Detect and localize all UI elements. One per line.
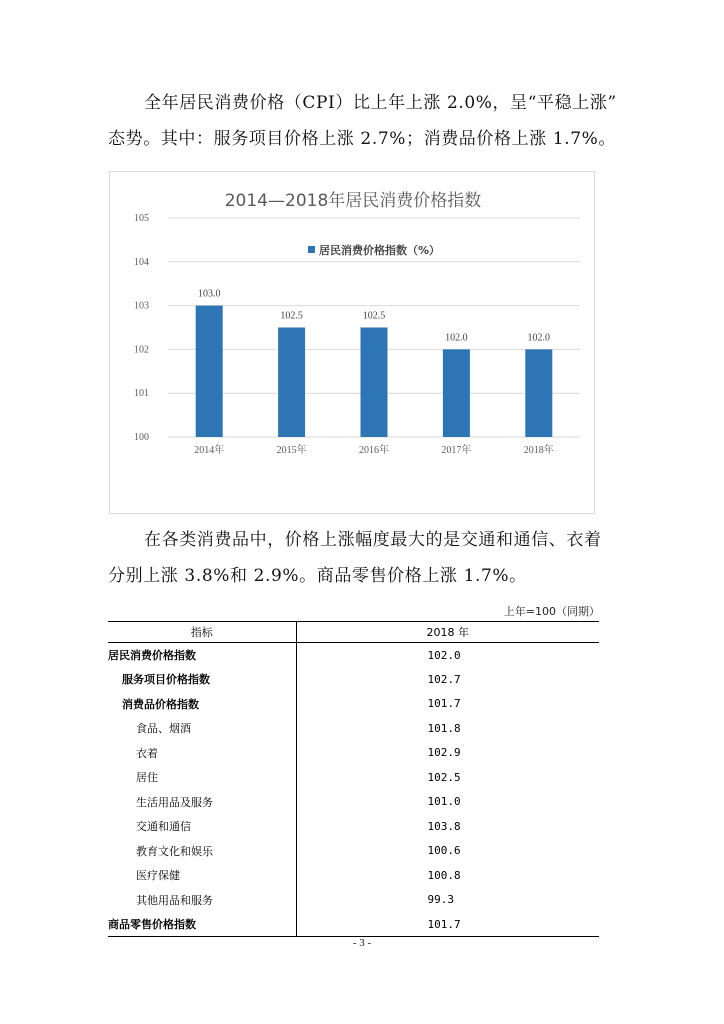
bar — [443, 349, 470, 437]
bar-data-label: 103.0 — [197, 288, 221, 300]
chart-title: 2014—2018年居民消费价格指数 — [224, 191, 482, 211]
table-row — [108, 814, 599, 839]
row-value: 101.0 — [427, 795, 461, 809]
x-tick-label: 2014年 — [194, 445, 225, 456]
row-indicator: 居住 — [108, 765, 296, 790]
bar — [361, 328, 388, 438]
y-tick-label: 101 — [134, 388, 149, 400]
y-tick-label: 102 — [134, 344, 149, 356]
table-row — [108, 692, 599, 717]
header-year: 2018 年 — [426, 626, 469, 639]
y-tick-label: 104 — [134, 256, 149, 268]
chart-y-axis — [134, 213, 149, 443]
legend-swatch — [308, 246, 315, 253]
header-indicator: 指标 — [108, 622, 296, 643]
row-value: 100.8 — [427, 868, 461, 882]
row-indicator: 医疗保健 — [108, 863, 296, 888]
consumer-goods-line-1: 在各类消费品中，价格上涨幅度最大的是交通和通信、衣着 — [144, 530, 602, 550]
row-value: 100.6 — [427, 844, 461, 858]
table-row — [108, 667, 599, 692]
row-indicator: 居民消费价格指数 — [108, 643, 296, 668]
table-row — [108, 716, 599, 741]
row-indicator: 生活用品及服务 — [108, 790, 296, 815]
row-value: 102.5 — [427, 770, 461, 784]
y-tick-label: 100 — [134, 432, 149, 443]
row-indicator: 商品零售价格指数 — [108, 912, 296, 937]
row-indicator: 衣着 — [108, 741, 296, 766]
row-indicator: 教育文化和娱乐 — [108, 839, 296, 864]
intro-line-2: 态势。其中：服务项目价格上涨 2.7%；消费品价格上涨 1.7%。 — [108, 129, 616, 149]
x-tick-label: 2018年 — [523, 445, 554, 456]
row-value: 101.8 — [427, 721, 461, 735]
table-row — [108, 863, 599, 888]
row-indicator: 食品、烟酒 — [108, 716, 296, 741]
x-tick-label: 2015年 — [276, 445, 307, 456]
y-tick-label: 103 — [134, 300, 149, 312]
row-value: 102.9 — [427, 746, 461, 760]
row-indicator: 其他用品和服务 — [108, 888, 296, 913]
intro-line-1: 全年居民消费价格（CPI）比上年上涨 2.0%，呈“平稳上涨” — [144, 93, 617, 113]
chart-legend — [308, 243, 440, 257]
bar — [278, 328, 305, 438]
bar-data-label: 102.0 — [445, 332, 468, 344]
bar — [196, 306, 223, 437]
table-body — [108, 643, 599, 937]
bar-data-label: 102.5 — [362, 310, 386, 322]
bar-data-label: 102.0 — [527, 332, 551, 344]
row-value: 102.0 — [427, 648, 461, 662]
y-tick-label: 105 — [134, 213, 149, 224]
table-row — [108, 912, 599, 937]
chart-canvas — [110, 172, 596, 515]
row-indicator: 消费品价格指数 — [108, 692, 296, 717]
chart-bars — [196, 306, 553, 437]
price-index-table — [108, 621, 599, 937]
table-row — [108, 741, 599, 766]
row-value: 99.3 — [427, 893, 454, 907]
table-header-row — [108, 622, 599, 643]
bar-data-label: 102.5 — [280, 310, 303, 322]
table-row — [108, 765, 599, 790]
page-number: - 3 - — [352, 937, 372, 949]
chart-x-axis — [194, 443, 554, 456]
x-tick-label: 2017年 — [441, 445, 472, 456]
row-indicator: 服务项目价格指数 — [108, 667, 296, 692]
table-row — [108, 888, 599, 913]
table-row — [108, 643, 599, 668]
row-value: 102.7 — [427, 672, 461, 686]
legend-label: 居民消费价格指数（%） — [319, 244, 441, 257]
row-value: 103.8 — [427, 819, 461, 833]
table-row — [108, 790, 599, 815]
row-value: 101.7 — [427, 917, 461, 931]
bar — [525, 349, 552, 437]
consumer-goods-line-2: 分别上涨 3.8%和 2.9%。商品零售价格上涨 1.7%。 — [108, 566, 527, 586]
row-indicator: 交通和通信 — [108, 814, 296, 839]
intro-paragraph — [108, 85, 618, 157]
x-tick-label: 2016年 — [359, 445, 389, 456]
table-unit-note: 上年=100（同期） — [503, 605, 600, 618]
consumer-goods-paragraph — [108, 522, 618, 594]
table-row — [108, 839, 599, 864]
row-value: 101.7 — [427, 697, 461, 711]
cpi-bar-chart — [109, 171, 595, 514]
